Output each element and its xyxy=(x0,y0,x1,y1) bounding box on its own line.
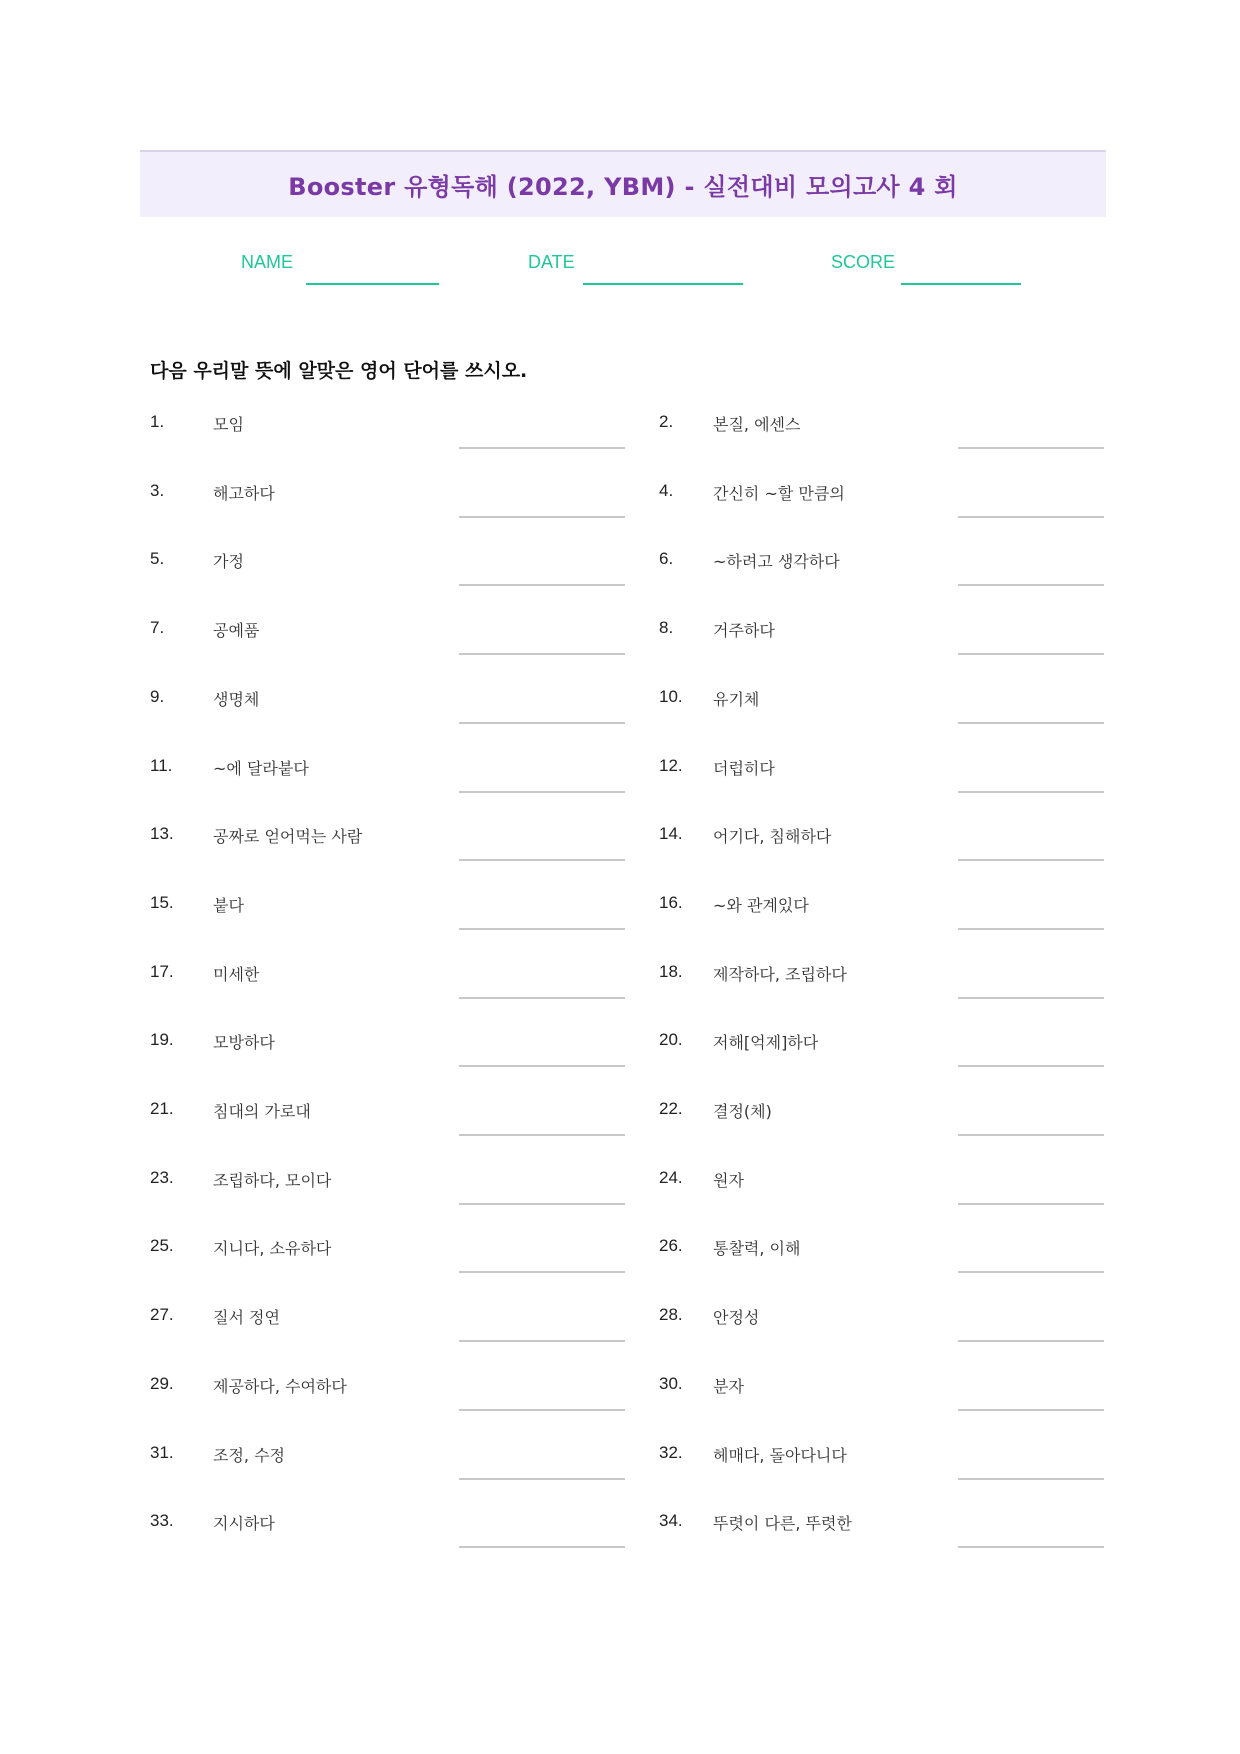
list-item xyxy=(150,618,625,687)
item-word: 헤매다, 돌아다니다 xyxy=(713,1446,847,1465)
answer-blank[interactable] xyxy=(459,447,625,449)
list-item xyxy=(150,481,625,550)
answer-blank[interactable] xyxy=(958,1065,1104,1067)
item-word: 조립하다, 모이다 xyxy=(213,1171,332,1190)
item-number: 11. xyxy=(150,756,173,775)
item-word: ~에 달라붙다 xyxy=(213,759,309,778)
item-number: 15. xyxy=(150,893,174,912)
item-word: 제작하다, 조립하다 xyxy=(713,965,847,984)
score-label: SCORE xyxy=(831,252,896,272)
list-item xyxy=(659,1168,1104,1237)
list-item xyxy=(150,1236,625,1305)
item-number: 27. xyxy=(150,1305,174,1324)
answer-blank[interactable] xyxy=(958,653,1104,655)
item-number: 1. xyxy=(150,412,165,431)
list-item xyxy=(659,1236,1104,1305)
item-number: 28. xyxy=(659,1305,683,1324)
list-item xyxy=(150,756,625,825)
item-number: 3. xyxy=(150,481,165,500)
answer-blank[interactable] xyxy=(958,1478,1104,1480)
answer-blank[interactable] xyxy=(958,1340,1104,1342)
item-word: 생명체 xyxy=(213,690,260,709)
answer-blank[interactable] xyxy=(459,722,625,724)
item-number: 19. xyxy=(150,1030,174,1049)
item-word: 모임 xyxy=(213,415,244,434)
item-number: 16. xyxy=(659,893,683,912)
name-field[interactable] xyxy=(306,283,439,285)
item-word: 가정 xyxy=(213,552,244,571)
list-item xyxy=(659,1511,1104,1580)
item-word: 거주하다 xyxy=(713,621,775,640)
item-word: 어기다, 침해하다 xyxy=(713,827,832,846)
item-number: 24. xyxy=(659,1168,683,1187)
item-word: 해고하다 xyxy=(213,484,275,503)
list-item xyxy=(150,1374,625,1443)
answer-blank[interactable] xyxy=(958,859,1104,861)
list-item xyxy=(659,1374,1104,1443)
item-number: 31. xyxy=(150,1443,174,1462)
list-item xyxy=(150,412,625,481)
list-item xyxy=(150,893,625,962)
answer-blank[interactable] xyxy=(958,447,1104,449)
list-item xyxy=(659,412,1104,481)
answer-blank[interactable] xyxy=(958,791,1104,793)
date-field[interactable] xyxy=(583,283,743,285)
answer-blank[interactable] xyxy=(459,928,625,930)
list-item xyxy=(150,1168,625,1237)
name-label: NAME xyxy=(241,252,294,272)
item-word: ~와 관계있다 xyxy=(713,896,809,915)
answer-blank[interactable] xyxy=(459,1546,625,1548)
item-word: 뚜렷이 다른, 뚜렷한 xyxy=(713,1514,852,1533)
answer-blank[interactable] xyxy=(958,1409,1104,1411)
item-number: 10. xyxy=(659,687,683,706)
answer-blank[interactable] xyxy=(958,1203,1104,1205)
list-item xyxy=(150,1511,625,1580)
answer-blank[interactable] xyxy=(459,1134,625,1136)
item-number: 34. xyxy=(659,1511,683,1530)
answer-blank[interactable] xyxy=(459,1065,625,1067)
item-word: 붙다 xyxy=(213,896,244,915)
answer-blank[interactable] xyxy=(958,997,1104,999)
list-item xyxy=(659,549,1104,618)
item-number: 2. xyxy=(659,412,674,431)
item-number: 7. xyxy=(150,618,165,637)
item-number: 13. xyxy=(150,824,174,843)
item-number: 25. xyxy=(150,1236,174,1255)
list-item xyxy=(150,1099,625,1168)
item-word: 더럽히다 xyxy=(713,759,775,778)
answer-blank[interactable] xyxy=(459,1271,625,1273)
item-number: 29. xyxy=(150,1374,174,1393)
answer-blank[interactable] xyxy=(958,1271,1104,1273)
instruction: 다음 우리말 뜻에 알맞은 영어 단어를 쓰시오. xyxy=(150,360,528,382)
answer-blank[interactable] xyxy=(459,516,625,518)
item-word: 지니다, 소유하다 xyxy=(213,1239,332,1258)
item-number: 23. xyxy=(150,1168,174,1187)
item-word: 침대의 가로대 xyxy=(213,1102,311,1121)
item-word: 제공하다, 수여하다 xyxy=(213,1377,347,1396)
answer-blank[interactable] xyxy=(459,1203,625,1205)
item-word: 유기체 xyxy=(713,690,760,709)
list-item xyxy=(659,687,1104,756)
answer-blank[interactable] xyxy=(958,1546,1104,1548)
item-word: 본질, 에센스 xyxy=(713,415,801,434)
list-item xyxy=(659,824,1104,893)
item-word: 질서 정연 xyxy=(213,1308,280,1327)
item-number: 8. xyxy=(659,618,674,637)
answer-blank[interactable] xyxy=(459,791,625,793)
item-word: 저해[억제]하다 xyxy=(713,1033,819,1052)
answer-blank[interactable] xyxy=(958,928,1104,930)
answer-blank[interactable] xyxy=(459,1340,625,1342)
item-number: 33. xyxy=(150,1511,174,1530)
item-number: 22. xyxy=(659,1099,683,1118)
list-item xyxy=(150,962,625,1031)
list-item xyxy=(659,1099,1104,1168)
list-item xyxy=(659,1443,1104,1512)
answer-blank[interactable] xyxy=(459,997,625,999)
answer-blank[interactable] xyxy=(958,722,1104,724)
list-item xyxy=(150,1305,625,1374)
answer-blank[interactable] xyxy=(459,584,625,586)
item-number: 4. xyxy=(659,481,674,500)
list-item xyxy=(659,893,1104,962)
page-title: Booster 유형독해 (2022, YBM) - 실전대비 모의고사 4 회 xyxy=(288,173,958,201)
answer-blank[interactable] xyxy=(958,516,1104,518)
list-item xyxy=(659,756,1104,825)
item-word: 간신히 ~할 만큼의 xyxy=(713,484,845,503)
item-number: 17. xyxy=(150,962,174,981)
item-word: 결정(체) xyxy=(713,1102,772,1121)
answer-blank[interactable] xyxy=(958,584,1104,586)
item-word: 미세한 xyxy=(213,965,260,984)
item-number: 12. xyxy=(659,756,683,775)
item-word: 분자 xyxy=(713,1377,744,1396)
item-number: 21. xyxy=(150,1099,174,1118)
list-item xyxy=(150,687,625,756)
answer-blank[interactable] xyxy=(459,653,625,655)
item-number: 20. xyxy=(659,1030,683,1049)
list-item xyxy=(659,962,1104,1031)
item-word: 공예품 xyxy=(213,621,260,640)
item-number: 32. xyxy=(659,1443,683,1462)
answer-blank[interactable] xyxy=(459,859,625,861)
item-number: 26. xyxy=(659,1236,683,1255)
list-item xyxy=(659,618,1104,687)
list-item xyxy=(659,481,1104,550)
item-word: 모방하다 xyxy=(213,1033,275,1052)
list-item xyxy=(659,1305,1104,1374)
item-number: 18. xyxy=(659,962,683,981)
list-item xyxy=(150,824,625,893)
item-number: 9. xyxy=(150,687,165,706)
title-band xyxy=(140,150,1106,217)
item-number: 30. xyxy=(659,1374,683,1393)
item-word: 지시하다 xyxy=(213,1514,275,1533)
item-word: 공짜로 얻어먹는 사람 xyxy=(213,827,363,846)
item-word: 통찰력, 이해 xyxy=(713,1239,801,1258)
score-field[interactable] xyxy=(901,283,1021,285)
answer-blank[interactable] xyxy=(459,1409,625,1411)
date-label: DATE xyxy=(528,252,575,272)
item-number: 5. xyxy=(150,549,165,568)
item-word: 조정, 수정 xyxy=(213,1446,285,1465)
item-number: 6. xyxy=(659,549,674,568)
answer-blank[interactable] xyxy=(958,1134,1104,1136)
answer-blank[interactable] xyxy=(459,1478,625,1480)
item-word: ~하려고 생각하다 xyxy=(713,552,840,571)
list-item xyxy=(150,1030,625,1099)
item-number: 14. xyxy=(659,824,683,843)
list-item xyxy=(659,1030,1104,1099)
item-word: 안정성 xyxy=(713,1308,760,1327)
list-item xyxy=(150,549,625,618)
item-word: 원자 xyxy=(713,1171,744,1190)
list-item xyxy=(150,1443,625,1512)
